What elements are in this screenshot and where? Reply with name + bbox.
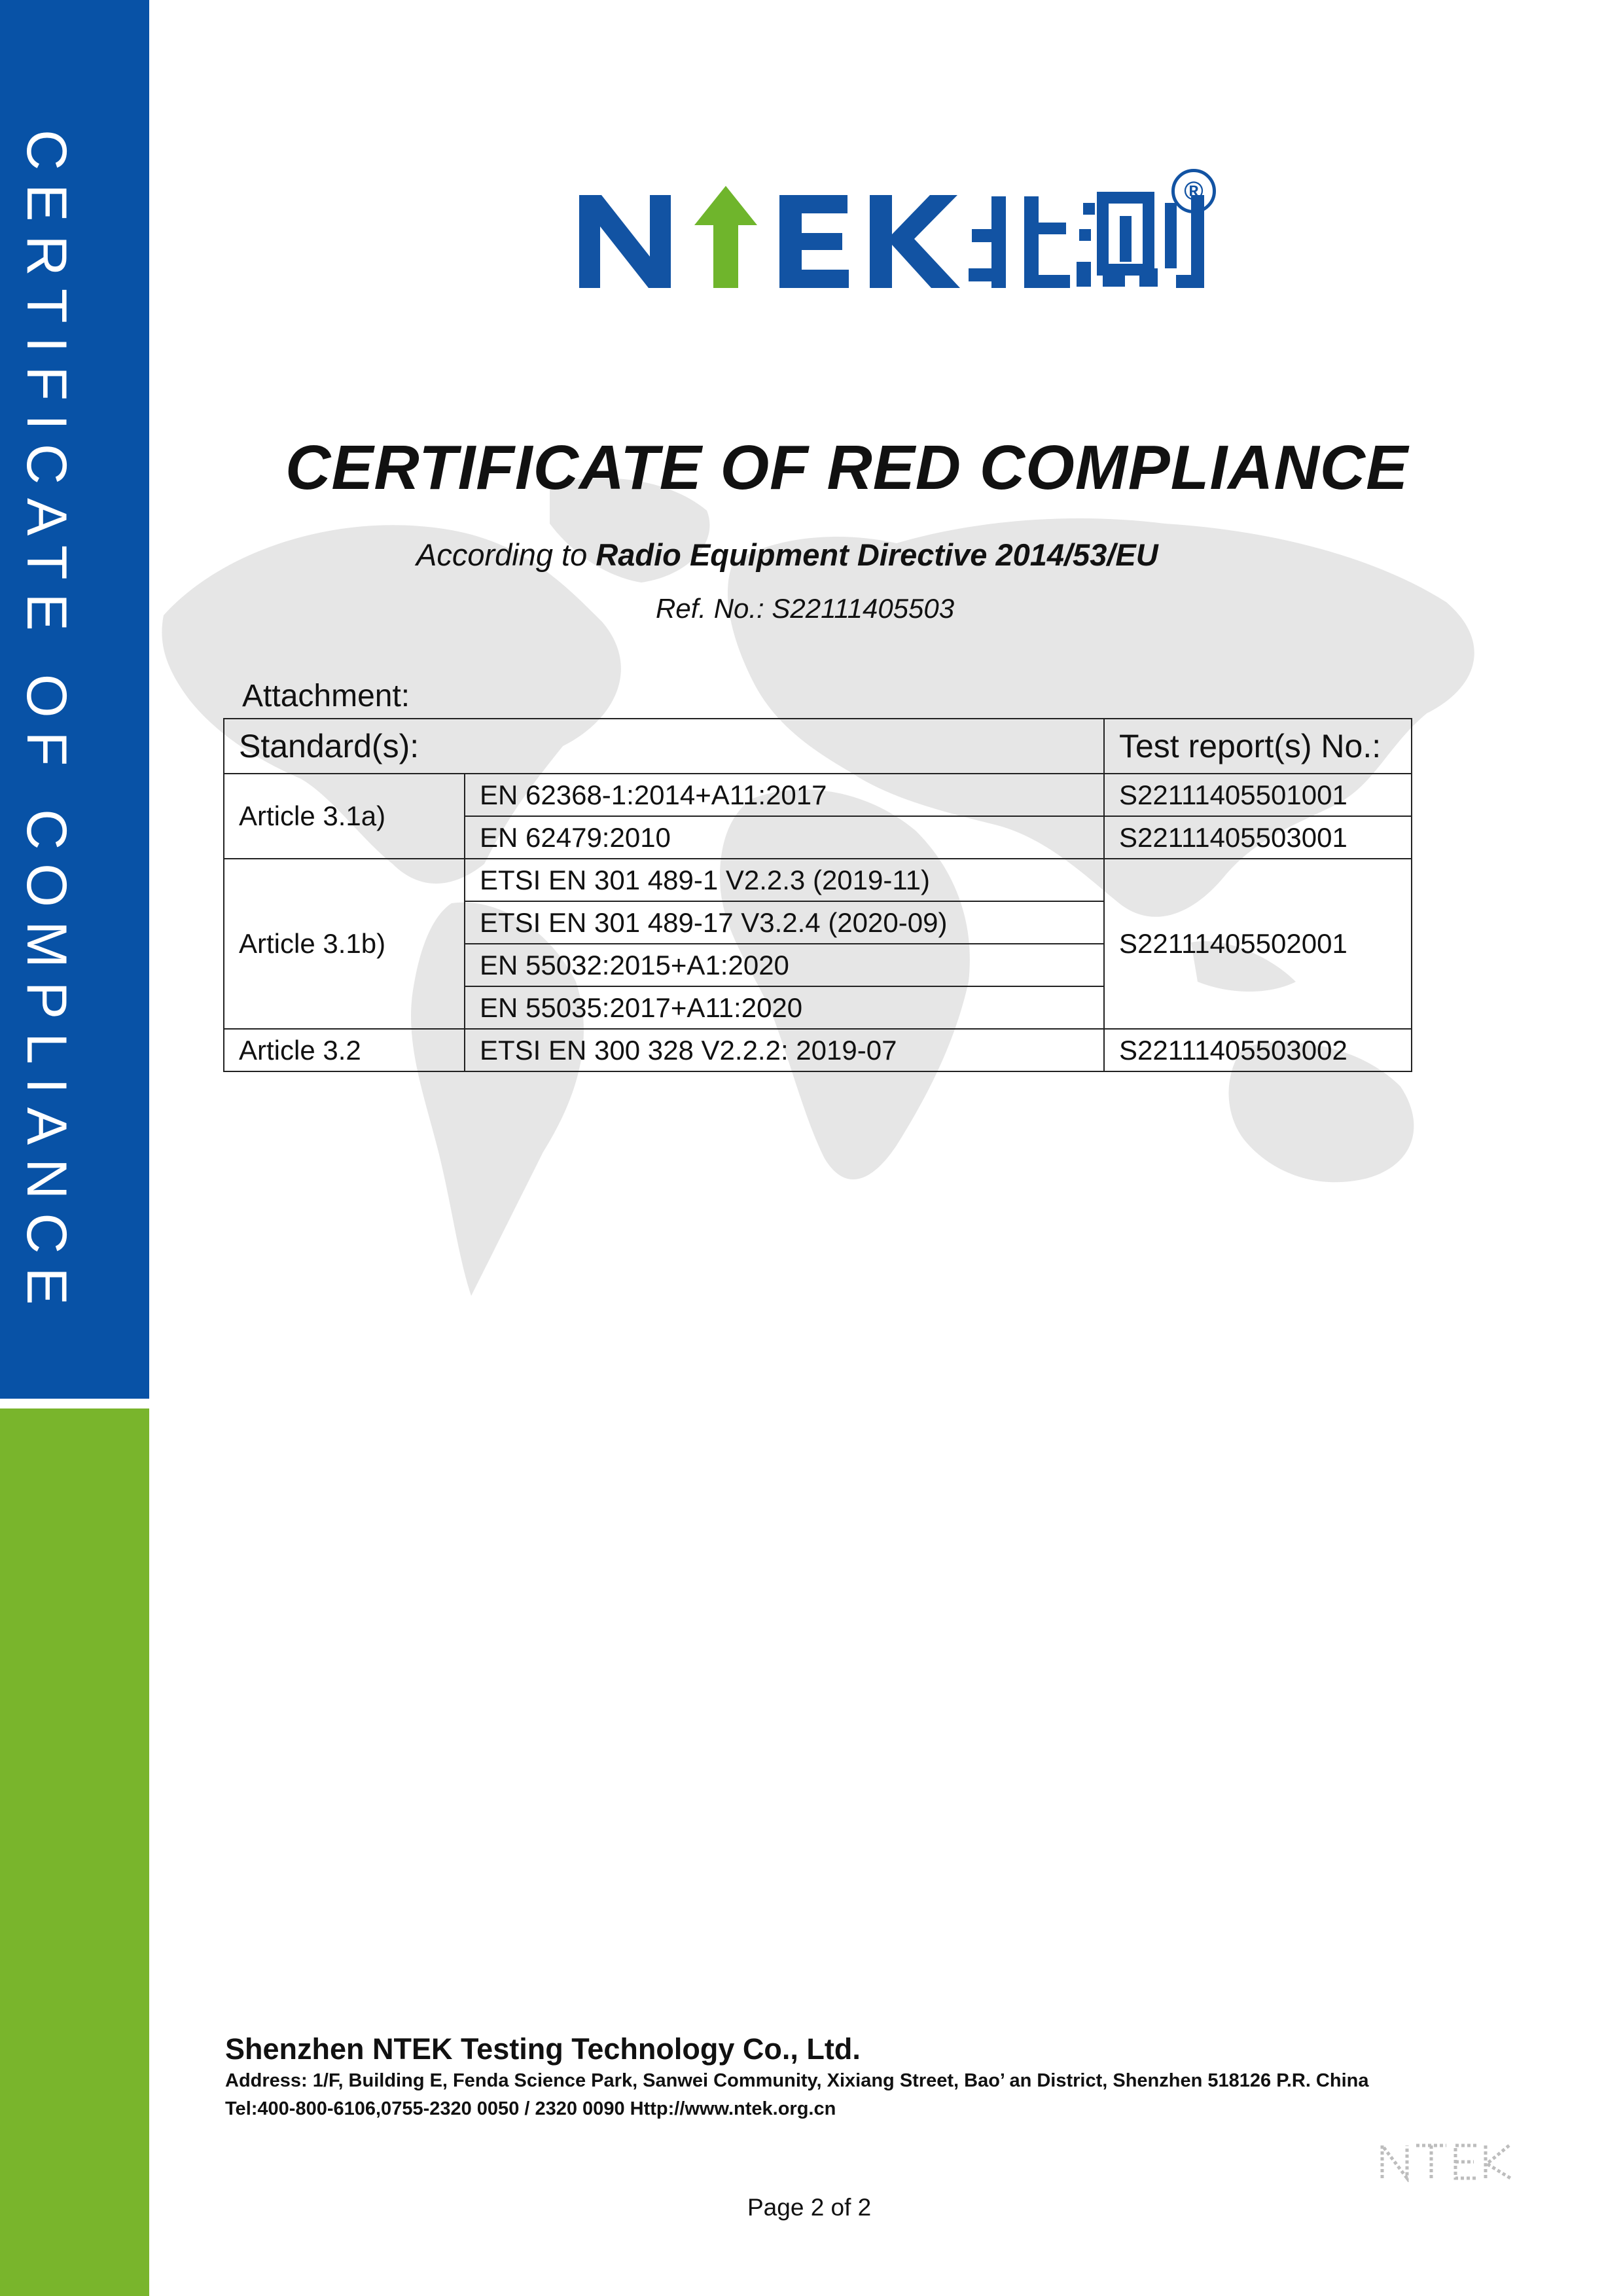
standard-cell: EN 55032:2015+A1:2020	[465, 944, 1104, 986]
table-header-row	[224, 719, 1412, 774]
header-standards: Standard(s):	[224, 719, 1104, 774]
article-cell: Article 3.1b)	[224, 859, 465, 1029]
standard-cell: EN 62368-1:2014+A11:2017	[465, 774, 1104, 816]
logo-chinese-glyphs	[969, 195, 1204, 288]
report-cell: S22111405502001	[1104, 859, 1412, 1029]
report-cell: S22111405503002	[1104, 1029, 1412, 1071]
registered-mark: ®	[1171, 169, 1216, 213]
directive-name: Radio Equipment Directive 2014/53/EU	[596, 537, 1158, 572]
report-cell: S22111405501001	[1104, 774, 1412, 816]
company-address: Address: 1/F, Building E, Fenda Science Park, Sanwei Community, Xixiang Street, Bao’ an District, Shenzhen 518126 P.R. China	[225, 2070, 1369, 2091]
standard-cell: EN 62479:2010	[465, 816, 1104, 859]
table-row	[224, 859, 1412, 901]
side-band-green	[0, 1408, 149, 2296]
standards-table	[223, 718, 1412, 1072]
attachment-label: Attachment:	[242, 679, 410, 713]
article-cell: Article 3.2	[224, 1029, 465, 1071]
ntek-logo	[579, 177, 1227, 308]
logo-arrow-icon	[694, 186, 757, 288]
standard-cell: ETSI EN 301 489-17 V3.2.4 (2020-09)	[465, 901, 1104, 944]
standard-cell: EN 55035:2017+A11:2020	[465, 986, 1104, 1029]
company-contact: Tel:400-800-6106,0755-2320 0050 / 2320 0090 Http://www.ntek.org.cn	[225, 2098, 836, 2119]
page-number: Page 2 of 2	[747, 2194, 872, 2221]
reference-number: Ref. No.: S22111405503	[656, 593, 955, 624]
report-cell: S22111405503001	[1104, 816, 1412, 859]
standard-cell: ETSI EN 301 489-1 V2.2.3 (2019-11)	[465, 859, 1104, 901]
logo-letter-k	[870, 195, 960, 288]
according-prefix: According to	[416, 537, 588, 572]
table-row	[224, 774, 1412, 816]
directive-line	[416, 537, 1158, 573]
certificate-title: CERTIFICATE OF RED COMPLIANCE	[285, 433, 1409, 503]
company-name: Shenzhen NTEK Testing Technology Co., Ltd.	[225, 2032, 861, 2066]
side-band-text: CERTIFICATE OF COMPLIANCE	[15, 130, 78, 1319]
header-reports: Test report(s) No.:	[1104, 719, 1412, 774]
ntek-watermark-logo	[1378, 2142, 1516, 2182]
table-row	[224, 1029, 1412, 1071]
standard-cell: ETSI EN 300 328 V2.2.2: 2019-07	[465, 1029, 1104, 1071]
logo-letter-n	[579, 195, 671, 288]
article-cell: Article 3.1a)	[224, 774, 465, 859]
logo-letter-e	[779, 195, 849, 288]
